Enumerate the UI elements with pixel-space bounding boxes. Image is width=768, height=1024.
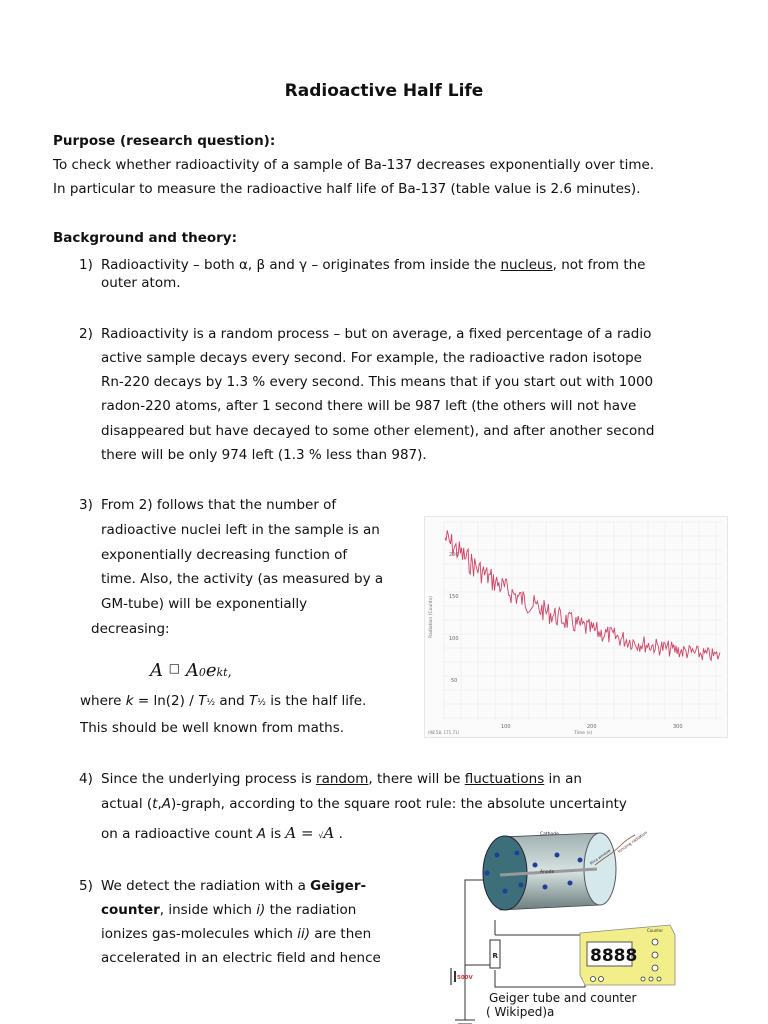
item-4-line-3: on a radioactive count A is A = √A .	[101, 824, 343, 842]
item-5-line-1: We detect the radiation with a Geiger-	[101, 878, 367, 894]
fluctuations-link: fluctuations	[464, 771, 545, 787]
voltage-label: 500V	[457, 975, 473, 981]
decay-graph	[424, 516, 728, 738]
item-5-line-3: ionizes gas-molecules which ii) are then	[101, 926, 372, 942]
nucleus-link: nucleus	[500, 257, 553, 273]
item-3-line: exponentially decreasing function of	[101, 547, 348, 563]
cathode-label: Cathode	[540, 832, 559, 837]
y-axis-label: Radiation (Counts)	[429, 596, 434, 638]
item-3-line: decreasing:	[91, 621, 170, 637]
purpose-line-2: In particular to measure the radioactive half life of Ba-137 (table value is 2.6 minutes).	[53, 181, 641, 197]
item-5-number: 5)	[79, 878, 93, 894]
item-2-line: Rn-220 decays by 1.3 % every second. This means that if you start out with 1000	[101, 374, 654, 390]
counter-digits: 8888	[590, 946, 638, 966]
mica-window-label: Mica window	[588, 847, 612, 866]
diagram-caption-1: Geiger tube and counter	[489, 991, 637, 1005]
x-tick-label: 300	[673, 724, 683, 730]
y-tick-label: 150	[449, 594, 459, 600]
item-1-line-2: outer atom.	[101, 275, 181, 291]
item-1-line-1: Radioactivity – both α, β and γ – originates from inside the nucleus, not from the	[101, 257, 646, 273]
counter-label: Counter	[647, 928, 663, 933]
item-3-line: From 2) follows that the number of	[101, 497, 337, 513]
x-tick-label: 100	[501, 724, 511, 730]
y-tick-label: 100	[449, 636, 459, 642]
graph-corner-readout: (98.58, 171.71)	[428, 730, 460, 735]
item-4-number: 4)	[79, 771, 93, 787]
item-1-number: 1)	[79, 257, 93, 273]
item-2-line: active sample decays every second. For example, the radioactive radon isotope	[101, 350, 642, 366]
item-2-line: there will be only 974 left (1.3 % less than 987).	[101, 447, 427, 463]
decay-formula: A □ A0ekt,	[150, 660, 232, 681]
page-title: Radioactive Half Life	[284, 81, 484, 101]
anode-label: Anode	[540, 870, 555, 875]
y-tick-label: 50	[451, 678, 458, 684]
item-5-line-4: accelerated in an electric field and hence	[101, 950, 381, 966]
x-tick-label: 200	[587, 724, 597, 730]
item-3-line: GM-tube) will be exponentially	[101, 596, 308, 612]
y-tick-label: 200	[449, 552, 459, 558]
item-3-line: radioactive nuclei left in the sample is an	[101, 522, 380, 538]
item-2-line: radon-220 atoms, after 1 second there will be 987 left (the others will not have	[101, 398, 637, 414]
item-5-line-2: counter, inside which i) the radiation	[101, 902, 357, 918]
x-axis-label: Time (s)	[574, 731, 593, 736]
item-2-number: 2)	[79, 326, 93, 342]
resistor-label: R	[492, 952, 498, 960]
item-4-line-2: actual (t,A)-graph, according to the square root rule: the absolute uncertainty	[101, 796, 627, 812]
item-4-line-1: Since the underlying process is random, there will be fluctuations in an	[101, 771, 582, 787]
random-link: random	[316, 771, 369, 787]
purpose-line-1: To check whether radioactivity of a sample of Ba-137 decreases exponentially over time.	[53, 157, 655, 173]
item-3-line: time. Also, the activity (as measured by a	[101, 571, 384, 587]
background-heading: Background and theory:	[53, 230, 237, 246]
item-2-line: Radioactivity is a random process – but on average, a fixed percentage of a radio	[101, 326, 652, 342]
uncertainty-formula: A = √A	[285, 824, 335, 842]
item-3-number: 3)	[79, 497, 93, 513]
geiger-diagram	[425, 825, 685, 1024]
maths-note: This should be well known from maths.	[80, 720, 345, 736]
diagram-caption-2: ( Wikiped)a	[486, 1005, 555, 1019]
half-life-definition: where k = ln(2) / T½ and T½ is the half life.	[80, 693, 367, 709]
item-2-line: disappeared but have decayed to some other element), and after another second	[101, 423, 655, 439]
ionizing-label: Ionizing radiation	[616, 829, 649, 854]
purpose-heading: Purpose (research question):	[53, 133, 276, 149]
